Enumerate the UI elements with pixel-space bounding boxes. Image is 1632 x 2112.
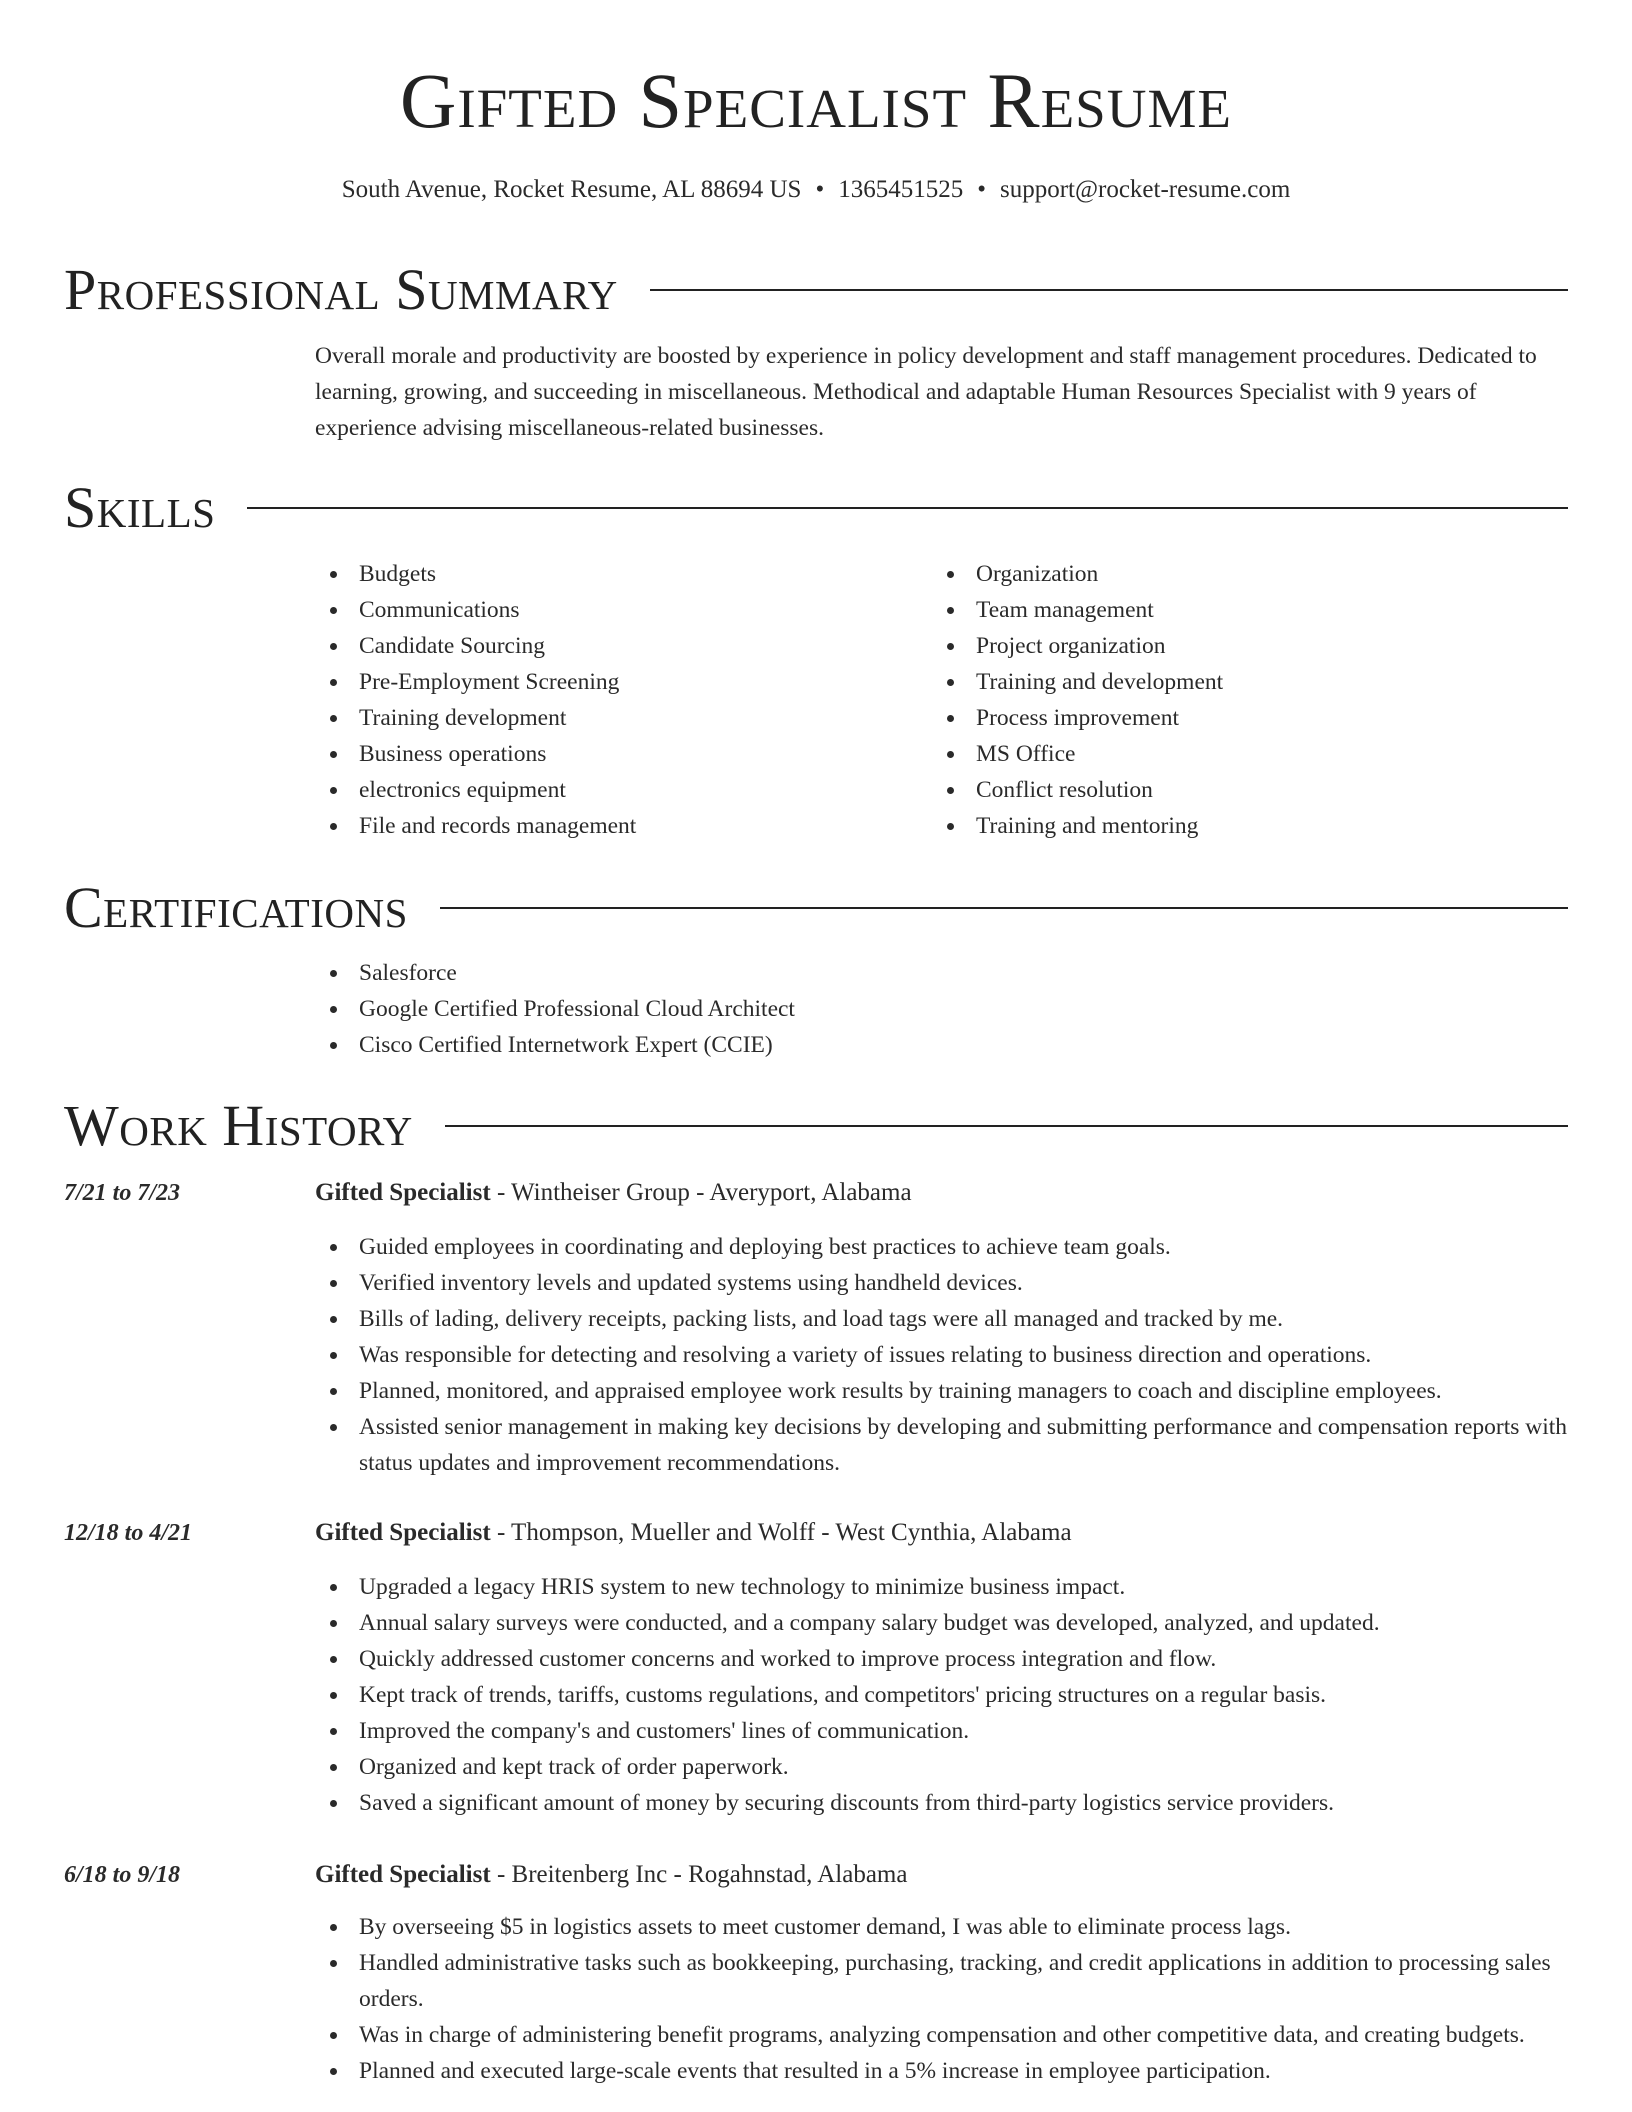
- skill-item: Team management: [932, 592, 1223, 628]
- skill-item: Project organization: [932, 628, 1223, 664]
- section-title-skills: Skills: [64, 475, 216, 540]
- contact-separator: •: [977, 176, 986, 203]
- skills-list-left: [315, 556, 636, 844]
- skills-list-right: [932, 556, 1223, 844]
- job-duty-item: Organized and kept track of order paperwork.: [315, 1749, 1575, 1785]
- skill-item: Training and development: [932, 664, 1223, 700]
- certification-item: Cisco Certified Internetwork Expert (CCIE): [315, 1027, 795, 1063]
- job-duties: [315, 1909, 1575, 2089]
- email: support@rocket-resume.com: [999, 176, 1291, 203]
- summary-text: Overall morale and productivity are boosted by experience in policy development and staff management procedures. Dedicated to learning, growing, and succeeding in miscellaneous. Methodical and adaptable Human Resources Specialist with 9 years of experience advising miscellaneous-related businesses.: [315, 343, 1537, 441]
- skill-item: MS Office: [932, 736, 1223, 772]
- phone: 1365451525: [838, 176, 964, 203]
- job-role: Gifted Specialist: [315, 1519, 491, 1546]
- section-divider: [650, 289, 1568, 291]
- job-dates: 6/18 to 9/18: [64, 1862, 181, 1888]
- job-role: Gifted Specialist: [315, 1179, 491, 1206]
- job-duty-item: Was in charge of administering benefit programs, analyzing compensation and other competitive data, and creating budgets.: [315, 2017, 1575, 2053]
- job-duty-item: Guided employees in coordinating and deploying best practices to achieve team goals.: [315, 1229, 1575, 1265]
- job-duty-item: Improved the company's and customers' lines of communication.: [315, 1713, 1575, 1749]
- job-duty-item: Planned, monitored, and appraised employee work results by training managers to coach and discipline employees.: [315, 1373, 1575, 1409]
- job-heading: [315, 1175, 912, 1211]
- certification-item: Google Certified Professional Cloud Architect: [315, 991, 795, 1027]
- skill-item: Budgets: [315, 556, 636, 592]
- skill-item: Organization: [932, 556, 1223, 592]
- contact-separator: •: [815, 176, 825, 203]
- job-duty-item: Quickly addressed customer concerns and worked to improve process integration and flow.: [315, 1641, 1575, 1677]
- job-employer: - Wintheiser Group - Averyport, Alabama: [490, 1179, 912, 1206]
- job-heading: [315, 1515, 1072, 1551]
- certifications-block: [315, 955, 795, 1063]
- contact-line: [0, 175, 1632, 205]
- skill-item: Process improvement: [932, 700, 1223, 736]
- section-divider: [445, 1125, 1568, 1127]
- job-duty-item: Kept track of trends, tariffs, customs regulations, and competitors' pricing structures on a regular basis.: [315, 1677, 1575, 1713]
- skills-column-left: [315, 556, 636, 844]
- job-dates: 7/21 to 7/23: [64, 1180, 181, 1206]
- job-duties: [315, 1569, 1575, 1821]
- section-title-certifications: Certifications: [64, 875, 408, 940]
- address: South Avenue, Rocket Resume, AL 88694 US: [341, 176, 802, 203]
- job-duty-item: By overseeing $5 in logistics assets to meet customer demand, I was able to eliminate process lags.: [315, 1909, 1575, 1945]
- section-divider: [440, 907, 1568, 909]
- job-role: Gifted Specialist: [315, 1861, 491, 1888]
- skill-item: electronics equipment: [315, 772, 636, 808]
- skill-item: File and records management: [315, 808, 636, 844]
- skill-item: Candidate Sourcing: [315, 628, 636, 664]
- job-duties-list: [315, 1229, 1575, 1481]
- section-header-certifications: [64, 875, 1568, 940]
- certifications-list: [315, 955, 795, 1063]
- job-employer: - Breitenberg Inc - Rogahnstad, Alabama: [490, 1861, 908, 1888]
- job-duty-item: Bills of lading, delivery receipts, packing lists, and load tags were all managed and tracked by me.: [315, 1301, 1575, 1337]
- section-title-summary: Professional Summary: [64, 257, 618, 322]
- skill-item: Training development: [315, 700, 636, 736]
- section-header-summary: [64, 257, 1568, 322]
- job-duty-item: Verified inventory levels and updated systems using handheld devices.: [315, 1265, 1575, 1301]
- section-header-work-history: [64, 1093, 1568, 1158]
- job-duties-list: [315, 1569, 1575, 1821]
- job-duty-item: Saved a significant amount of money by securing discounts from third-party logistics service providers.: [315, 1785, 1575, 1821]
- certification-item: Salesforce: [315, 955, 795, 991]
- skills-column-right: [932, 556, 1223, 844]
- job-duty-item: Upgraded a legacy HRIS system to new technology to minimize business impact.: [315, 1569, 1575, 1605]
- job-duty-item: Annual salary surveys were conducted, and a company salary budget was developed, analyzed, and updated.: [315, 1605, 1575, 1641]
- skill-item: Communications: [315, 592, 636, 628]
- job-duties: [315, 1229, 1575, 1481]
- job-duty-item: Was responsible for detecting and resolving a variety of issues relating to business direction and operations.: [315, 1337, 1575, 1373]
- section-title-work-history: Work History: [64, 1093, 413, 1158]
- job-duty-item: Assisted senior management in making key decisions by developing and submitting performance and compensation reports with status updates and improvement recommendations.: [315, 1409, 1575, 1481]
- job-duty-item: Handled administrative tasks such as bookkeeping, purchasing, tracking, and credit applications in addition to processing sales orders.: [315, 1945, 1575, 2017]
- section-header-skills: [64, 475, 1568, 540]
- resume-title: Gifted Specialist Resume: [400, 57, 1232, 144]
- skill-item: Training and mentoring: [932, 808, 1223, 844]
- section-divider: [247, 507, 1568, 509]
- skill-item: Pre-Employment Screening: [315, 664, 636, 700]
- job-duty-item: Planned and executed large-scale events that resulted in a 5% increase in employee participation.: [315, 2053, 1575, 2089]
- job-duties-list: [315, 1909, 1575, 2089]
- skill-item: Business operations: [315, 736, 636, 772]
- skill-item: Conflict resolution: [932, 772, 1223, 808]
- job-dates: 12/18 to 4/21: [64, 1520, 193, 1546]
- job-employer: - Thompson, Mueller and Wolff - West Cynthia, Alabama: [490, 1519, 1072, 1546]
- job-heading: [315, 1857, 907, 1893]
